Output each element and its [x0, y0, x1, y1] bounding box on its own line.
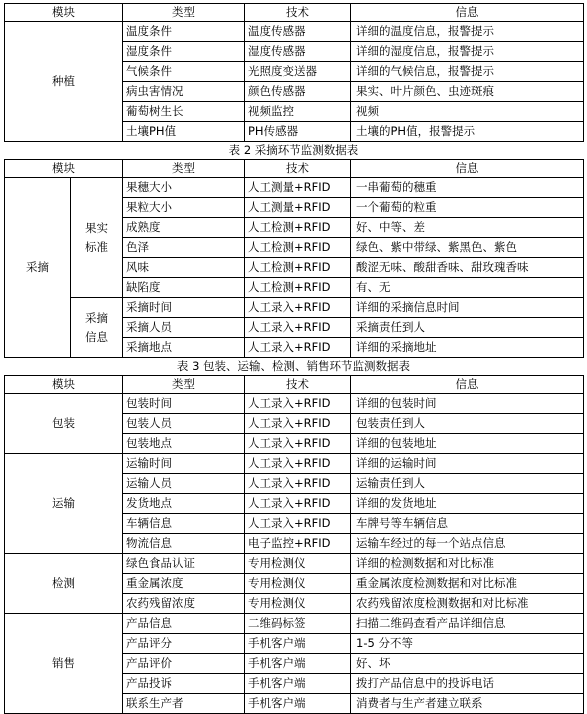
info-cell: 有、无 — [351, 278, 584, 298]
table-header-row — [5, 376, 584, 394]
tech-cell: 人工录入+RFID — [245, 394, 351, 414]
type-cell: 色泽 — [123, 238, 245, 258]
info-cell: 详细的发货地址 — [351, 494, 584, 514]
tech-cell: 手机客户端 — [245, 674, 351, 694]
header-info: 信息 — [351, 4, 584, 22]
info-cell: 农药残留浓度检测数据和对比标准 — [351, 594, 584, 614]
tech-cell: 人工检测+RFID — [245, 238, 351, 258]
table-row — [5, 554, 584, 574]
info-cell: 详细的采摘地址 — [351, 338, 584, 358]
tech-cell: PH传感器 — [245, 122, 351, 142]
header-module: 模块 — [5, 160, 123, 178]
table-row — [5, 454, 584, 474]
tech-cell: 人工录入+RFID — [245, 298, 351, 318]
type-cell: 运输时间 — [123, 454, 245, 474]
tech-cell: 人工测量+RFID — [245, 198, 351, 218]
tech-cell: 湿度传感器 — [245, 42, 351, 62]
header-type: 类型 — [123, 160, 245, 178]
info-cell: 好、中等、差 — [351, 218, 584, 238]
type-cell: 风味 — [123, 258, 245, 278]
tech-cell: 人工录入+RFID — [245, 474, 351, 494]
type-cell: 采摘时间 — [123, 298, 245, 318]
type-cell: 果穗大小 — [123, 178, 245, 198]
info-cell: 详细的包装地址 — [351, 434, 584, 454]
tech-cell: 光照度变送器 — [245, 62, 351, 82]
module-cell: 运输 — [5, 454, 123, 554]
tech-cell: 人工测量+RFID — [245, 178, 351, 198]
group-cell — [71, 178, 123, 298]
tech-cell: 人工检测+RFID — [245, 278, 351, 298]
type-cell: 采摘人员 — [123, 318, 245, 338]
type-cell: 运输人员 — [123, 474, 245, 494]
info-cell: 果实、叶片颜色、虫迹斑痕 — [351, 82, 584, 102]
type-cell: 包装时间 — [123, 394, 245, 414]
type-cell: 产品评价 — [123, 654, 245, 674]
group-label: 果实标准 — [85, 220, 108, 254]
info-cell: 绿色、紫中带绿、紫黑色、紫色 — [351, 238, 584, 258]
type-cell: 绿色食品认证 — [123, 554, 245, 574]
header-type: 类型 — [123, 376, 245, 394]
table-row — [5, 394, 584, 414]
header-module: 模块 — [5, 4, 123, 22]
type-cell: 重金属浓度 — [123, 574, 245, 594]
info-cell: 车牌号等车辆信息 — [351, 514, 584, 534]
info-cell: 详细的包装时间 — [351, 394, 584, 414]
tech-cell: 人工检测+RFID — [245, 258, 351, 278]
type-cell: 包装地点 — [123, 434, 245, 454]
header-module: 模块 — [5, 376, 123, 394]
module-cell: 销售 — [5, 614, 123, 714]
type-cell: 葡萄树生长 — [123, 102, 245, 122]
table-row — [5, 178, 584, 198]
type-cell: 物流信息 — [123, 534, 245, 554]
tech-cell: 温度传感器 — [245, 22, 351, 42]
tech-cell: 专用检测仪 — [245, 554, 351, 574]
tech-cell: 手机客户端 — [245, 654, 351, 674]
tech-cell: 人工录入+RFID — [245, 494, 351, 514]
group-cell — [71, 298, 123, 358]
info-cell: 视频 — [351, 102, 584, 122]
table3-caption: 表 3 包装、运输、检测、销售环节监测数据表 — [176, 359, 411, 373]
logistics-table — [4, 375, 584, 714]
header-tech: 技术 — [245, 4, 351, 22]
info-cell: 包装责任到人 — [351, 414, 584, 434]
header-type: 类型 — [123, 4, 245, 22]
module-cell: 种植 — [5, 22, 123, 142]
tech-cell: 手机客户端 — [245, 694, 351, 714]
info-cell: 一串葡萄的穗重 — [351, 178, 584, 198]
info-cell: 好、坏 — [351, 654, 584, 674]
tech-cell: 颜色传感器 — [245, 82, 351, 102]
info-cell: 拨打产品信息中的投诉电话 — [351, 674, 584, 694]
type-cell: 果粒大小 — [123, 198, 245, 218]
table-header-row — [5, 4, 584, 22]
type-cell: 土壤PH值 — [123, 122, 245, 142]
type-cell: 湿度条件 — [123, 42, 245, 62]
table-header-row — [5, 160, 584, 178]
header-info: 信息 — [351, 160, 584, 178]
header-tech: 技术 — [245, 376, 351, 394]
type-cell: 农药残留浓度 — [123, 594, 245, 614]
type-cell: 发货地点 — [123, 494, 245, 514]
type-cell: 产品评分 — [123, 634, 245, 654]
info-cell: 详细的温度信息，报警提示 — [351, 22, 584, 42]
tech-cell: 人工检测+RFID — [245, 218, 351, 238]
tech-cell: 专用检测仪 — [245, 574, 351, 594]
info-cell: 1-5 分不等 — [351, 634, 584, 654]
table-row — [5, 22, 584, 42]
info-cell: 运输车经过的每一个站点信息 — [351, 534, 584, 554]
type-cell: 产品信息 — [123, 614, 245, 634]
info-cell: 运输责任到人 — [351, 474, 584, 494]
group-label: 采摘信息 — [85, 310, 108, 344]
type-cell: 包装人员 — [123, 414, 245, 434]
tech-cell: 电子监控+RFID — [245, 534, 351, 554]
type-cell: 采摘地点 — [123, 338, 245, 358]
module-cell: 包装 — [5, 394, 123, 454]
table2-caption: 表 2 采摘环节监测数据表 — [228, 143, 359, 157]
info-cell: 土壤的PH值，报警提示 — [351, 122, 584, 142]
type-cell: 车辆信息 — [123, 514, 245, 534]
table-row — [5, 298, 584, 318]
header-info: 信息 — [351, 376, 584, 394]
info-cell: 详细的运输时间 — [351, 454, 584, 474]
module-cell: 检测 — [5, 554, 123, 614]
tech-cell: 二维码标签 — [245, 614, 351, 634]
planting-table — [4, 3, 584, 142]
tech-cell: 人工录入+RFID — [245, 414, 351, 434]
type-cell: 成熟度 — [123, 218, 245, 238]
info-cell: 详细的气候信息，报警提示 — [351, 62, 584, 82]
type-cell: 联系生产者 — [123, 694, 245, 714]
info-cell: 一个葡萄的粒重 — [351, 198, 584, 218]
type-cell: 产品投诉 — [123, 674, 245, 694]
tech-cell: 视频监控 — [245, 102, 351, 122]
type-cell: 病虫害情况 — [123, 82, 245, 102]
tech-cell: 专用检测仪 — [245, 594, 351, 614]
type-cell: 缺陷度 — [123, 278, 245, 298]
type-cell: 温度条件 — [123, 22, 245, 42]
tech-cell: 人工录入+RFID — [245, 514, 351, 534]
module-cell: 采摘 — [5, 178, 71, 358]
info-cell: 详细的检测数据和对比标准 — [351, 554, 584, 574]
header-tech: 技术 — [245, 160, 351, 178]
info-cell: 酸涩无味、酸甜香味、甜玫瑰香味 — [351, 258, 584, 278]
info-cell: 详细的湿度信息，报警提示 — [351, 42, 584, 62]
info-cell: 重金属浓度检测数据和对比标准 — [351, 574, 584, 594]
type-cell: 气候条件 — [123, 62, 245, 82]
info-cell: 消费者与生产者建立联系 — [351, 694, 584, 714]
picking-table — [4, 159, 584, 358]
tech-cell: 人工录入+RFID — [245, 338, 351, 358]
info-cell: 详细的采摘信息时间 — [351, 298, 584, 318]
tech-cell: 人工录入+RFID — [245, 434, 351, 454]
table-row — [5, 614, 584, 634]
tech-cell: 手机客户端 — [245, 634, 351, 654]
tech-cell: 人工录入+RFID — [245, 318, 351, 338]
info-cell: 扫描二维码查看产品详细信息 — [351, 614, 584, 634]
tech-cell: 人工录入+RFID — [245, 454, 351, 474]
info-cell: 采摘责任到人 — [351, 318, 584, 338]
